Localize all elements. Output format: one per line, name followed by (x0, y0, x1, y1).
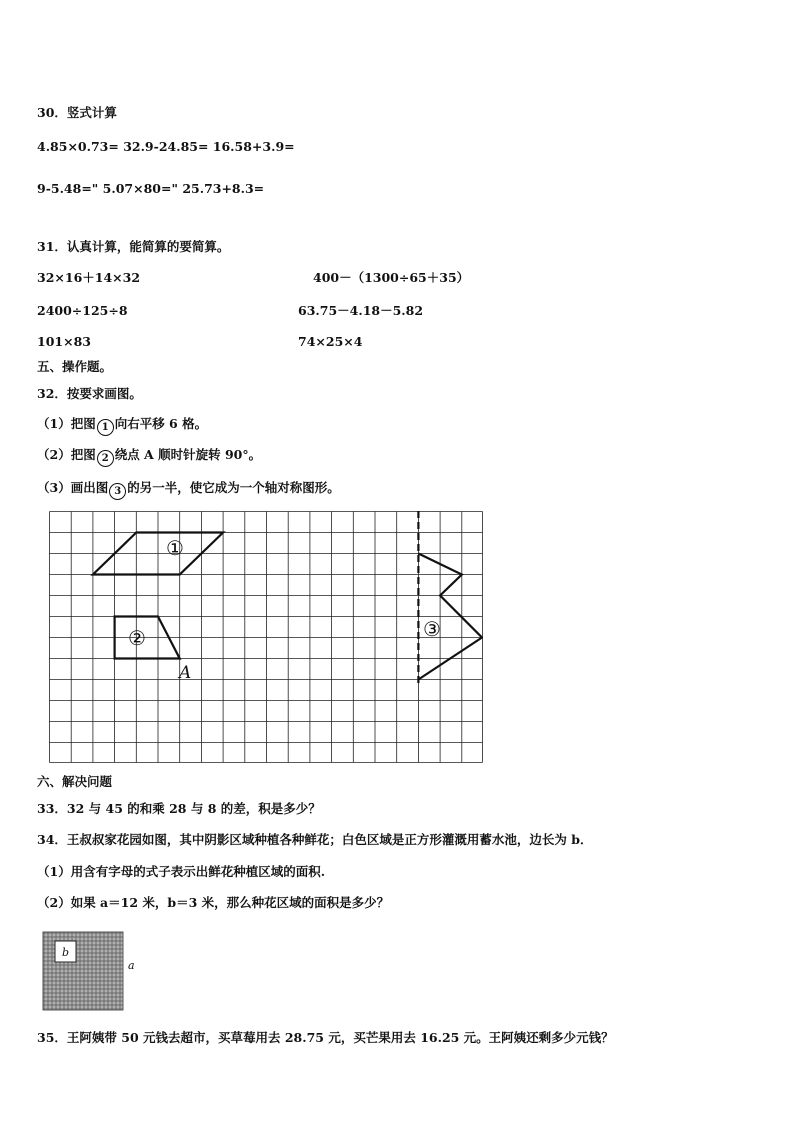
q34-title: 34．王叔叔家花园如图，其中阴影区域种植各种鲜花；白色区域是正方形灌溉用蓄水池，边长为 b． (37, 832, 593, 847)
q33-text: 33．32 与 45 的和乘 28 与 8 的差，积是多少？ (37, 801, 321, 816)
q31-item-1: 32×16＋14×32 (37, 270, 141, 285)
q31-item-6: 74×25×4 (298, 334, 363, 349)
figure-1-label: ① (166, 536, 184, 560)
q30-title: 30．竖式计算 (37, 105, 117, 120)
q32-step-1-suffix: 向右平移 6 格。 (114, 416, 208, 431)
q31-item-5: 101×83 (37, 334, 91, 349)
q32-step-2 (37, 447, 261, 467)
q31-title: 31．认真计算，能简算的要简算。 (37, 239, 230, 254)
side-b-label: b (62, 946, 70, 959)
q32-step-3-suffix: 的另一半，使它成为一个轴对称图形。 (127, 480, 340, 495)
figure-2-marker: 2 (97, 450, 114, 467)
figure-2-label: ② (128, 626, 146, 650)
q34-step-1: （1）用含有字母的式子表示出鲜花种植区域的面积. (37, 864, 326, 879)
drawing-grid (49, 511, 483, 763)
q32-step-2-prefix: （2）把图 (37, 447, 96, 462)
q30-row1: 4.85×0.73= 32.9-24.85= 16.58+3.9= (37, 139, 295, 154)
q31-item-3: 2400÷125÷8 (37, 303, 128, 318)
side-a-label: a (128, 959, 135, 972)
q32-step-3-prefix: （3）画出图 (37, 480, 109, 495)
q34-step-2: （2）如果 a＝12 米，b＝3 米，那么种花区域的面积是多少？ (37, 895, 390, 910)
point-a-label: A (179, 663, 192, 683)
garden-diagram (41, 930, 141, 1012)
q32-step-3 (37, 480, 340, 500)
q30-row2: 9-5.48=" 5.07×80=" 25.73+8.3= (37, 181, 265, 196)
section-6-heading: 六、解决问题 (37, 774, 113, 789)
figure-1-marker: 1 (97, 419, 114, 436)
section-5-heading: 五、操作题。 (37, 359, 113, 374)
q32-step-1 (37, 416, 207, 436)
q32-step-2-suffix: 绕点 A 顺时针旋转 90°。 (114, 447, 262, 462)
q35-text: 35．王阿姨带 50 元钱去超市，买草莓用去 28.75 元，买芒果用去 16.25 元。王阿姨还剩多少元钱？ (37, 1030, 614, 1045)
figure-3-label: ③ (423, 617, 441, 641)
q32-title: 32．按要求画图。 (37, 386, 142, 401)
figure-3-marker: 3 (109, 483, 126, 500)
q32-step-1-prefix: （1）把图 (37, 416, 96, 431)
q31-item-2: 400－（1300÷65＋35） (313, 270, 470, 285)
q31-item-4: 63.75－4.18－5.82 (298, 303, 424, 318)
